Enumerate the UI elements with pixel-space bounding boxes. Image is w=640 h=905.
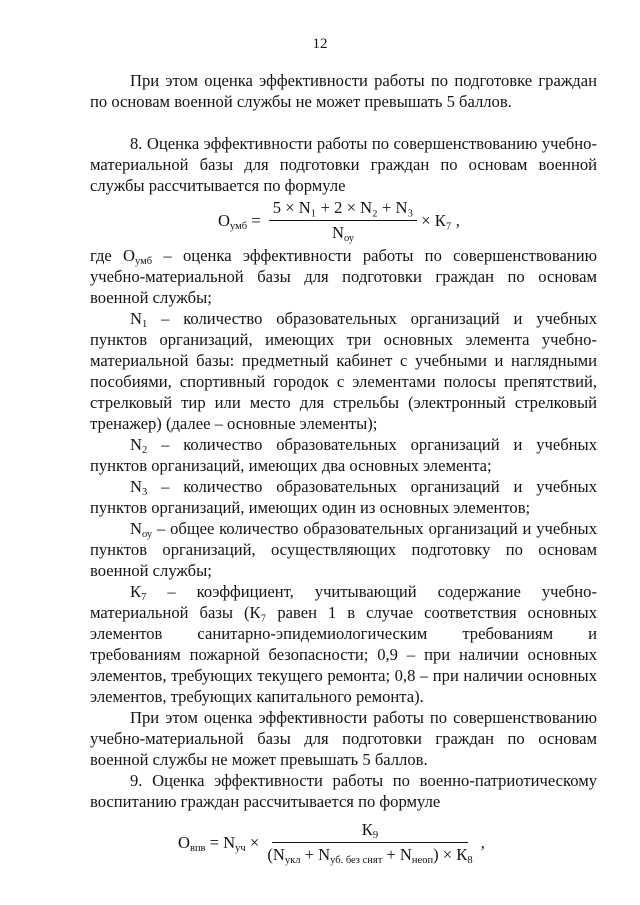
- formula-ovpv-nuch: = $N_{уч}$ ×: [205, 832, 264, 854]
- formula-ovpv: [178, 820, 485, 865]
- formula-ovpv-fraction: [267, 820, 472, 865]
- definition-noy: $N_{оу}$ – общее количество образовательных организаций и учебных пунктов организаций, осуществляющих подготовку по основам военной службы;: [90, 519, 597, 580]
- paragraph-section-8: 8. Оценка эффективности работы по совершенствованию учебно-материальной базы для подготовки граждан по основам военной службы рассчитывается по формуле: [90, 134, 597, 195]
- formula-ovpv-tail: ,: [476, 832, 485, 852]
- definition-k7: $К_7$ – коэффициент, учитывающий содержание учебно-материальной базы (К₇ равен 1 в случае соответствия основных элементов санитарно-эпидемиологическим требованиям и требованиям пожарной безопасности; 0,9 – при наличии основных элементов, требующих текущего ремонта; 0,8 – при наличии основных элементов, требующих капитального ремонта).: [90, 582, 597, 706]
- definition-n3: $N_3$ – количество образовательных организаций и учебных пунктов организаций, имеющих один из основных элементов;: [90, 477, 597, 517]
- formula-ovpv-denominator: $(N_{укл} + N_{уб. без снят} + N_{неоп}) \times К_8$: [267, 845, 473, 866]
- page-number: 12: [312, 36, 328, 52]
- formula-oumb: [218, 198, 460, 243]
- formula-ovpv-lhs: $О_{впв}$: [178, 832, 206, 854]
- formula-oumb-lhs: $О_{умб}$: [218, 210, 248, 232]
- paragraph-limit-2: При этом оценка эффективности работы по совершенствованию учебно-материальной базы для подготовки граждан по основам военной службы не может превышать 5 баллов.: [90, 708, 597, 769]
- paragraph-section-9: 9. Оценка эффективности работы по военно-патриотическому воспитанию граждан рассчитывается по формуле: [90, 771, 597, 811]
- formula-oumb-fraction: [269, 198, 418, 243]
- definition-n2: $N_2$ – количество образовательных организаций и учебных пунктов организаций, имеющих два основных элемента;: [90, 435, 597, 475]
- formula-oumb-numerator: 5 × N₁ + 2 × N₂ + N₃: [269, 198, 418, 221]
- formula-ovpv-numerator: $К_9$: [272, 820, 468, 843]
- paragraph-limit-1: При этом оценка эффективности работы по подготовке граждан по основам военной службы не может превышать 5 баллов.: [90, 71, 597, 111]
- formula-oumb-tail: × К₇ ,: [421, 210, 460, 230]
- formula-oumb-denominator: $N_{оу}$: [331, 223, 355, 244]
- definition-n1: $N_1$ – количество образовательных организаций и учебных пунктов организаций, имеющих три основных элемента учебно-материальной базы: предметный кабинет с учебными и наглядными пособиями, спортивный городок с элементами полосы препятствий, стрелковый тир или место для стрельбы (электронный стрелковый тренажер) (далее – основные элементы);: [90, 309, 597, 433]
- formula-oumb-equals: =: [247, 210, 265, 230]
- definition-oumb: где $О_{умб}$ – оценка эффективности работы по совершенствованию учебно-материальной базы для подготовки граждан по основам военной службы;: [90, 246, 597, 307]
